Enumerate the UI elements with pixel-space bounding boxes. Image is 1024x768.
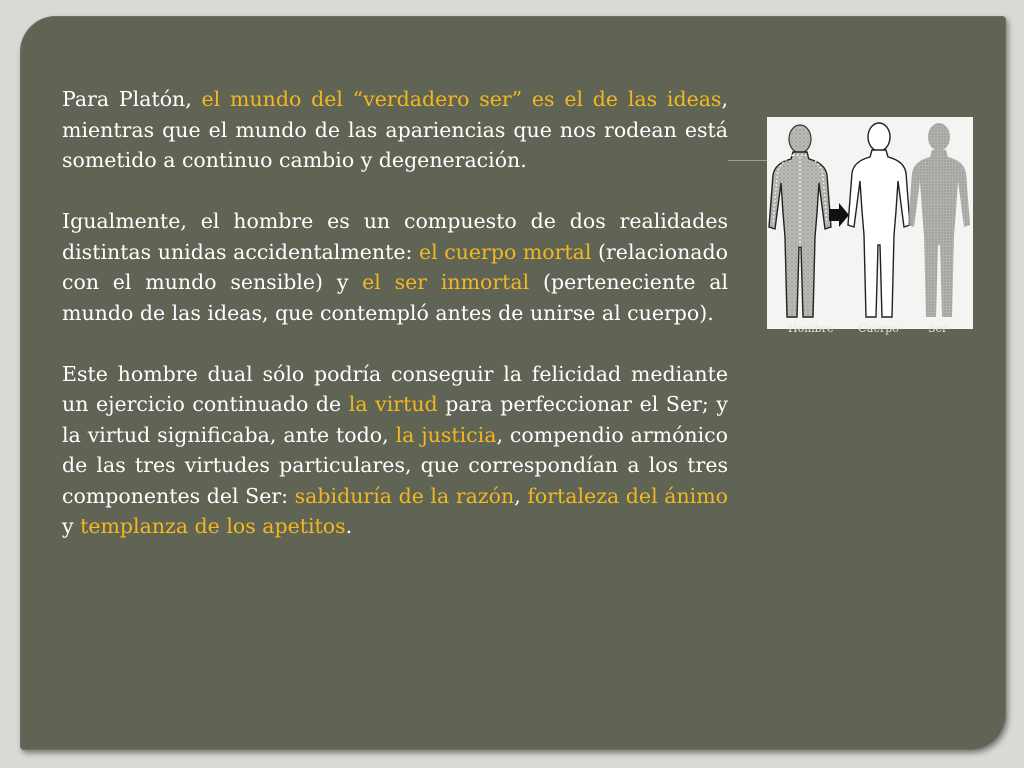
text-run: Este hombre dual sólo podría conseguir la felicidad mediante un ejercicio continuado de xyxy=(62,361,728,416)
hombre-figure xyxy=(769,125,831,317)
arrow-icon xyxy=(829,203,849,227)
caption-cuerpo: Cuerpo xyxy=(858,322,899,335)
highlighted-phrase: el ser inmortal xyxy=(362,270,530,294)
text-run: Igualmente, el hombre es un compuesto de dos realidades distintas unidas accidentalmente: xyxy=(62,209,728,264)
connector-line xyxy=(728,160,768,161)
text-run: (relacionado con el mundo sensible) y xyxy=(62,239,728,294)
text-run: y xyxy=(62,514,81,538)
highlighted-phrase: la justicia xyxy=(395,422,497,447)
paragraph-2 xyxy=(62,206,728,328)
figures-svg xyxy=(767,117,973,329)
text-run: , xyxy=(514,483,528,508)
cuerpo-figure xyxy=(848,123,910,317)
highlighted-phrase: templanza de los apetitos xyxy=(80,514,346,538)
text-run: para perfeccionar el Ser; y la virtud significaba, ante todo, xyxy=(62,392,728,447)
text-run: Para Platón, xyxy=(62,87,202,111)
ser-figure xyxy=(908,123,970,317)
paragraph-1 xyxy=(62,84,728,176)
highlighted-phrase: el cuerpo mortal xyxy=(418,239,592,264)
highlighted-phrase: sabiduría de la razón xyxy=(294,483,515,508)
highlighted-phrase: fortaleza del ánimo xyxy=(527,483,728,508)
highlighted-phrase: el mundo del “verdadero ser” es el de las ideas xyxy=(201,87,722,111)
human-figures-illustration xyxy=(767,117,973,329)
text-run: (perteneciente al mundo de las ideas, que contempló antes de unirse al cuerpo). xyxy=(62,270,729,325)
caption-ser: Ser xyxy=(928,322,948,335)
text-run: , compendio armónico de las tres virtudes particulares, que correspondían a los tres componentes del Ser: xyxy=(62,422,728,508)
text-run: . xyxy=(345,514,353,538)
caption-hombre: Hombre xyxy=(788,322,834,335)
text-run: , mientras que el mundo de las apariencias que nos rodean está sometido a continuo cambio y degeneración. xyxy=(62,87,728,172)
highlighted-phrase: la virtud xyxy=(348,392,438,416)
paragraph-3 xyxy=(62,359,728,542)
body-text xyxy=(62,84,728,572)
